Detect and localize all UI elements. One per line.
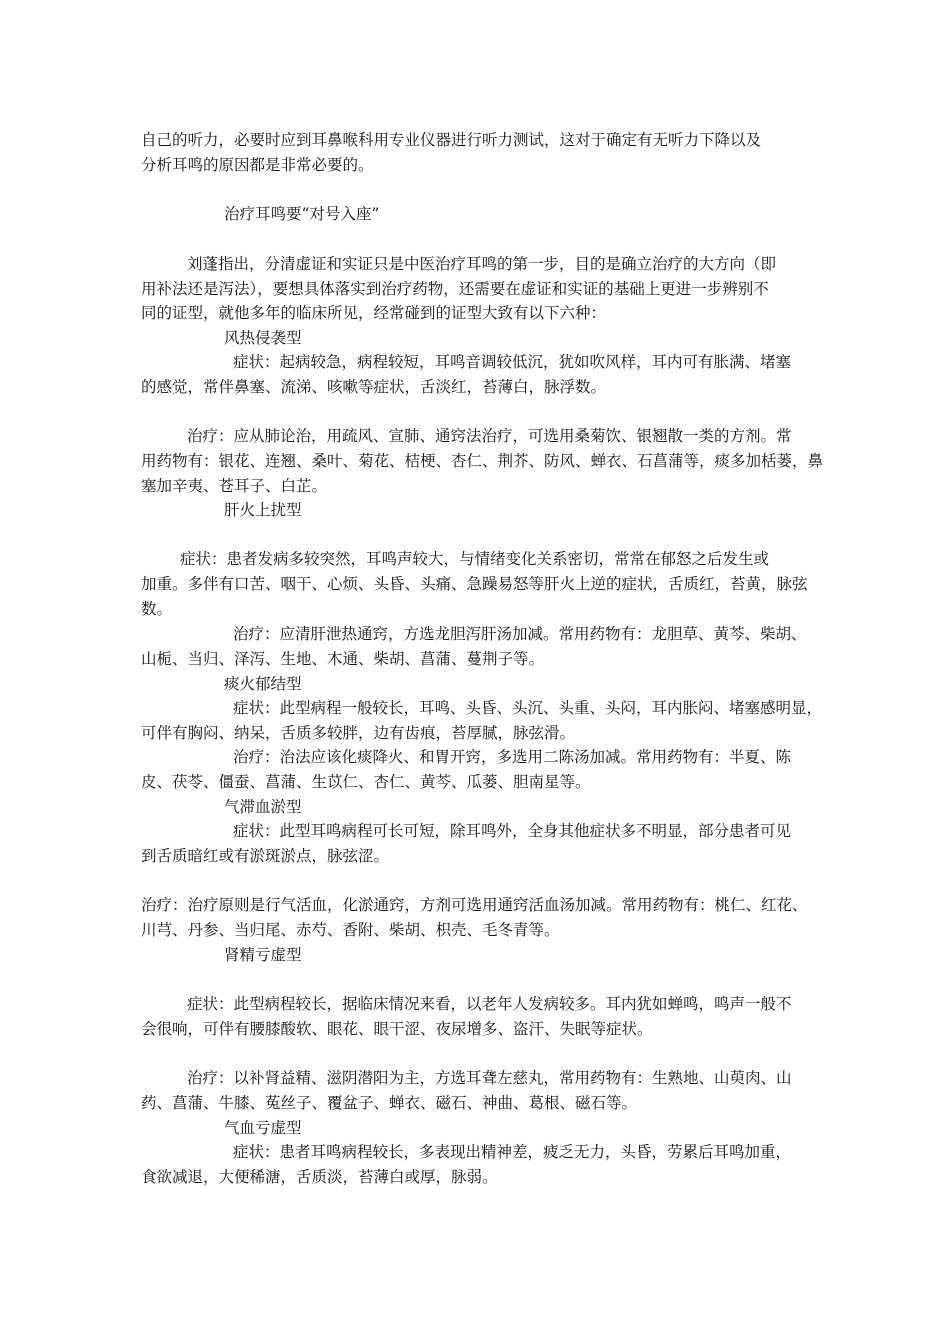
body-text-line: 症状：此型病程较长，据临床情况来看，以老年人发病较多。耳内犹如蝉鸣，鸣声一般不 xyxy=(187,995,792,1013)
body-text-line: 川芎、丹参、当归尾、赤芍、香附、柴胡、枳壳、毛冬青等。 xyxy=(141,921,560,939)
body-text-line: 食欲减退，大便稀溏，舌质淡，苔薄白或厚，脉弱。 xyxy=(141,1168,498,1186)
body-text-line: 症状：此型耳鸣病程可长可短，除耳鸣外，全身其他症状多不明显，部分患者可见 xyxy=(233,822,792,840)
body-text-line: 治疗：以补肾益精、滋阴潜阳为主，方选耳聋左慈丸，常用药物有：生熟地、山萸肉、山 xyxy=(187,1069,792,1087)
section-heading: 治疗耳鸣要“对号入座” xyxy=(224,205,380,223)
subsection-heading: 风热侵袭型 xyxy=(224,329,302,347)
subsection-heading: 气滞血淤型 xyxy=(224,798,302,816)
body-text-line: 症状：起病较急，病程较短，耳鸣音调较低沉，犹如吹风样，耳内可有胀满、堵塞 xyxy=(233,353,792,371)
body-text-line: 药、菖蒲、牛膝、菟丝子、覆盆子、蝉衣、磁石、神曲、葛根、磁石等。 xyxy=(141,1094,638,1112)
body-text-line: 用药物有：银花、连翘、桑叶、菊花、桔梗、杏仁、荆芥、防风、蝉衣、石菖蒲等，痰多加栝蒌，鼻 xyxy=(141,452,824,470)
subsection-heading: 肾精亏虚型 xyxy=(224,946,302,964)
body-text-line: 治疗：应清肝泄热通窍，方选龙胆泻肝汤加减。常用药物有：龙胆草、黄芩、柴胡、 xyxy=(233,625,807,643)
subsection-heading: 肝火上扰型 xyxy=(224,501,302,519)
body-text-line: 自己的听力，必要时应到耳鼻喉科用专业仪器进行听力测试，这对于确定有无听力下降以及 xyxy=(141,131,762,149)
body-text-line: 皮、茯苓、僵蚕、菖蒲、生苡仁、杏仁、黄芩、瓜蒌、胆南星等。 xyxy=(141,773,591,791)
body-text-line: 治疗：治法应该化痰降火、和胃开窍，多选用二陈汤加减。常用药物有：半夏、陈 xyxy=(233,748,792,766)
body-text-line: 山栀、当归、泽泻、生地、木通、柴胡、菖蒲、蔓荆子等。 xyxy=(141,650,545,668)
subsection-heading: 痰火郁结型 xyxy=(224,675,302,693)
body-text-line: 塞加辛夷、苍耳子、白芷。 xyxy=(141,477,328,495)
body-text-line: 同的证型，就他多年的临床所见，经常碰到的证型大致有以下六种： xyxy=(141,304,607,322)
body-text-line: 的感觉，常伴鼻塞、流涕、咳嗽等症状，舌淡红，苔薄白，脉浮数。 xyxy=(141,378,607,396)
body-text-line: 到舌质暗红或有淤斑淤点，脉弦涩。 xyxy=(141,847,390,865)
body-text-line: 症状：患者发病多较突然，耳鸣声较大，与情绪变化关系密切，常常在郁怒之后发生或 xyxy=(180,550,770,568)
body-text-line: 会很响，可伴有腰膝酸软、眼花、眼干涩、夜尿增多、盗汗、失眠等症状。 xyxy=(141,1020,653,1038)
body-text-line: 数。 xyxy=(141,600,173,618)
body-text-line: 分析耳鸣的原因都是非常必要的。 xyxy=(141,156,374,174)
body-text-line: 可伴有胸闷、纳呆，舌质多较胖，边有齿痕，苔厚腻，脉弦滑。 xyxy=(141,724,576,742)
body-text-line: 治疗：治疗原则是行气活血，化淤通窍，方剂可选用通窍活血汤加减。常用药物有：桃仁、红花、 xyxy=(141,896,808,914)
body-text-line: 用补法还是泻法），要想具体落实到治疗药物，还需要在虚证和实证的基础上更进一步辨别不 xyxy=(141,280,769,298)
body-text-line: 刘蓬指出，分清虚证和实证只是中医治疗耳鸣的第一步，目的是确立治疗的大方向（即 xyxy=(187,255,777,273)
body-text-line: 症状：此型病程一般较长，耳鸣、头昏、头沉、头重、头闷，耳内胀闷、堵塞感明显， xyxy=(233,699,823,717)
body-text-line: 症状：患者耳鸣病程较长，多表现出精神差，疲乏无力，头昏，劳累后耳鸣加重， xyxy=(233,1143,792,1161)
body-text-line: 加重。多伴有口苦、咽干、心烦、头昏、头痛、急躁易怒等肝火上逆的症状，舌质红，苔黄，脉弦 xyxy=(141,575,808,593)
body-text-line: 治疗：应从肺论治，用疏风、宣肺、通窍法治疗，可选用桑菊饮、银翘散一类的方剂。常 xyxy=(187,427,792,445)
subsection-heading: 气血亏虚型 xyxy=(224,1119,302,1137)
